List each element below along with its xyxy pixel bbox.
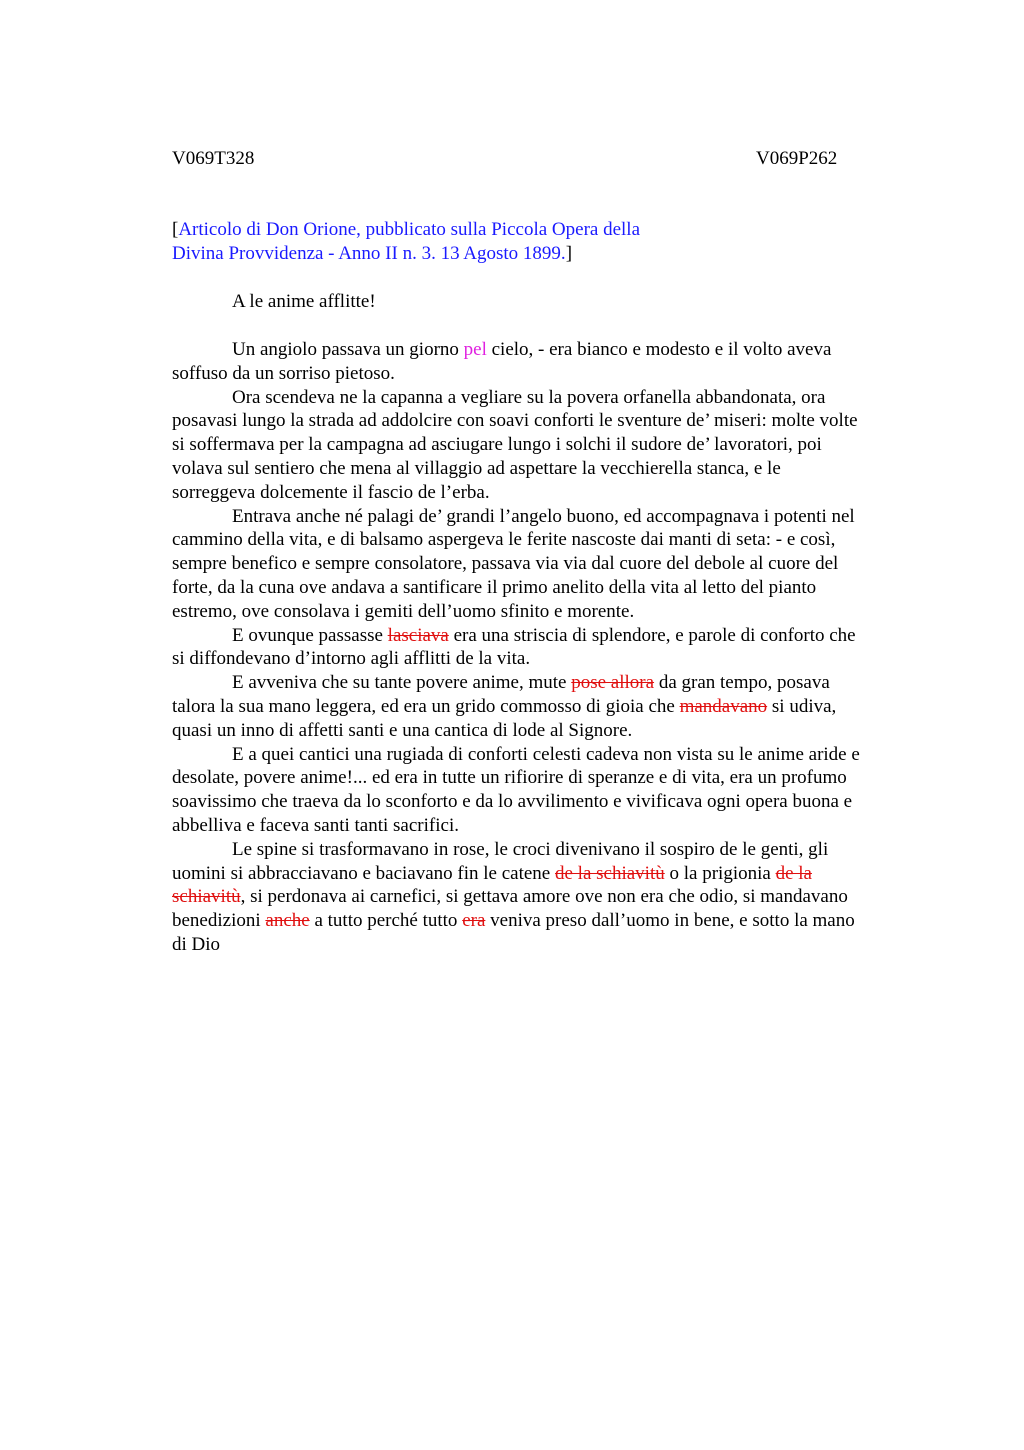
article-title: A le anime afflitte!: [232, 291, 376, 312]
deleted-word: mandavano: [679, 695, 768, 717]
paragraph-7: [172, 838, 922, 957]
paragraph-3: [172, 505, 922, 624]
p7-text-c: , si perdonava ai carnefici, si gettava amore ove non era che odio, si mandavano: [240, 886, 848, 908]
p1-text-c: soffuso da un sorriso pietoso.: [172, 362, 395, 384]
p7-text-g: veniva preso dall’uomo in bene, e sotto la mano: [485, 910, 855, 932]
p4-text-b: era una striscia di splendore, e parole di conforto che: [448, 624, 856, 646]
note-open-bracket: [: [172, 219, 179, 240]
p5-text-c: talora la sua mano leggera, ed era un grido commosso di gioia che: [172, 695, 680, 717]
deleted-word: lasciava: [387, 624, 449, 646]
p3-line: cammino della vita, e di balsamo aspergeva le ferite nascoste dai manti di seta: - e così,: [172, 529, 836, 551]
p2-line: posavasi lungo la strada ad addolcire con soavi conforti le sventure de’ miseri: molte volte: [172, 410, 858, 432]
p7-text-b: o la prigionia: [664, 862, 776, 884]
p7-text-a: uomini si abbracciavano e baciavano fin le catene: [172, 862, 555, 884]
p2-line: volava sul sentiero che mena al villaggio ad aspettare la vecchierella stanca, e le: [172, 457, 781, 479]
p7-text-f: a tutto perché tutto: [309, 910, 463, 932]
p5-text-e: si udiva,: [767, 695, 837, 717]
p2-line: Ora scendeva ne la capanna a vegliare su la povera orfanella abbandonata, ora: [232, 386, 826, 408]
p6-line: E a quei cantici una rugiada di conforti celesti cadeva non vista su le anime aride e: [232, 743, 860, 765]
p3-line: estremo, ove consolava i gemiti dell’uomo sfinito e morente.: [172, 600, 635, 622]
paragraph-5: [172, 671, 922, 742]
header-right-code: V069P262: [756, 148, 838, 169]
paragraph-1: [172, 338, 922, 386]
p4-text-c: si diffondevano d’intorno agli afflitti de la vita.: [172, 648, 531, 670]
p3-line: forte, da la cuna ove andava a santificare il primo anelito della vita al letto del pianto: [172, 576, 817, 598]
p6-line: soavissimo che traeva da lo sconforto e da lo avvilimento e vivificava ogni opera buona e: [172, 791, 853, 813]
deleted-word: anche: [265, 910, 310, 932]
paragraph-6: [172, 743, 922, 838]
p4-text-a: E ovunque passasse: [232, 624, 388, 646]
p3-line: Entrava anche né palagi de’ grandi l’angelo buono, ed accompagnava i potenti nel: [232, 505, 855, 527]
note-line-2: Divina Provvidenza - Anno II n. 3. 13 Agosto 1899.: [172, 243, 566, 264]
paragraph-2: [172, 386, 922, 505]
note-close-bracket: ]: [565, 243, 573, 264]
paragraph-4: [172, 624, 922, 672]
p3-line: sempre benefico e sempre consolatore, passava via via dal cuore del debole al cuore del: [172, 553, 839, 575]
p2-line: si soffermava per la campagna ad asciugare lungo i solchi il sudore de’ lavoratori, poi: [172, 434, 822, 456]
deleted-word: pose allora: [571, 672, 655, 694]
p7-text-h: di Dio: [172, 933, 221, 955]
p6-line: abbelliva e faceva santi tanti sacrifici.: [172, 814, 459, 836]
p5-text-a: E avveniva che su tante povere anime, mute: [232, 672, 572, 694]
p1-text-a: Un angiolo passava un giorno: [232, 339, 464, 360]
note-line-1: Articolo di Don Orione, pubblicato sulla Piccola Opera della: [178, 219, 641, 240]
p5-text-f: quasi un inno di affetti santi e una cantica di lode al Signore.: [172, 719, 633, 741]
deleted-word: era: [462, 910, 486, 932]
editorial-note: [172, 218, 832, 266]
p7-line-1: Le spine si trasformavano in rose, le croci divenivano il sospiro de le genti, gli: [232, 838, 829, 860]
deleted-word: de la: [775, 862, 812, 884]
article-body: [172, 338, 922, 957]
deleted-word: de la schiavitù: [555, 862, 665, 884]
deleted-word: schiavitù: [172, 886, 241, 908]
p1-text-b: cielo, - era bianco e modesto e il volto aveva: [486, 339, 832, 360]
p7-text-e: benedizioni: [172, 910, 266, 932]
p6-line: desolate, povere anime!... ed era in tutte un rifiorire di speranze e di vita, era un profumo: [172, 767, 847, 789]
p2-line: sorreggeva dolcemente il fascio de l’erba.: [172, 481, 490, 503]
header-left-code: V069T328: [172, 148, 255, 169]
p5-text-b: da gran tempo, posava: [654, 672, 830, 694]
highlighted-word: pel: [463, 339, 487, 360]
